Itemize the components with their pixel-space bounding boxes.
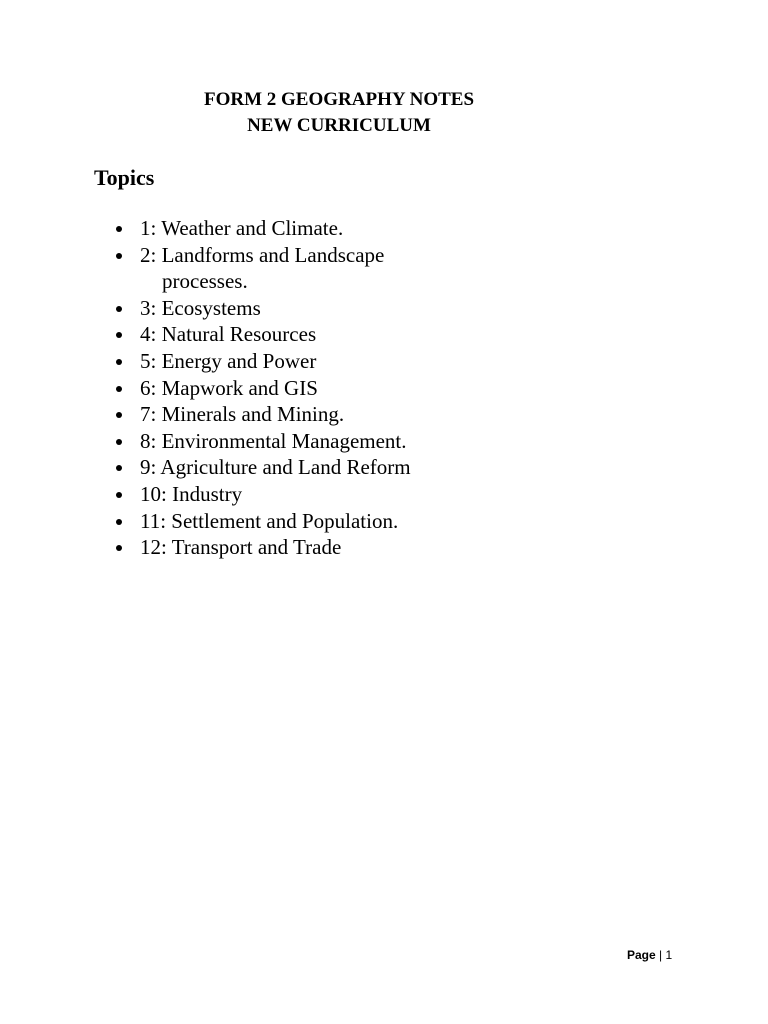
- list-item-text-continued: processes.: [162, 269, 248, 294]
- list-item: [116, 481, 516, 508]
- page-separator: |: [659, 948, 663, 962]
- bullet-icon: [116, 519, 122, 525]
- list-item-text: 1: Weather and Climate.: [140, 216, 344, 240]
- list-item-text: 10: Industry: [140, 481, 243, 506]
- bullet-icon: [116, 386, 122, 392]
- list-item-text: 4: Natural Resources: [140, 322, 317, 347]
- topics-heading: Topics: [94, 165, 155, 190]
- page-number: 1: [665, 948, 673, 962]
- document-title: FORM 2 GEOGRAPHY NOTES: [203, 89, 475, 110]
- list-item: [116, 375, 516, 402]
- list-item: [116, 401, 516, 428]
- bullet-icon: [116, 253, 122, 259]
- page-label: Page: [627, 948, 656, 962]
- bullet-icon: [116, 412, 122, 418]
- list-item-text: 2: Landforms and Landscape: [140, 242, 385, 267]
- bullet-icon: [116, 226, 122, 232]
- list-item-text: 6: Mapwork and GIS: [140, 375, 318, 400]
- list-item: [116, 534, 516, 561]
- list-item: [116, 348, 516, 375]
- bullet-icon: [116, 465, 122, 471]
- list-item: [116, 428, 516, 455]
- topic-list: [116, 215, 516, 561]
- document-subtitle: NEW CURRICULUM: [247, 115, 431, 136]
- list-item-text: 3: Ecosystems: [140, 295, 261, 320]
- bullet-icon: [116, 332, 122, 338]
- list-item-text: 11: Settlement and Population.: [140, 508, 399, 533]
- list-item: [116, 321, 516, 348]
- bullet-icon: [116, 545, 122, 551]
- list-item-text: 9: Agriculture and Land Reform: [140, 455, 411, 480]
- bullet-icon: [116, 306, 122, 312]
- list-item: [116, 295, 516, 322]
- bullet-icon: [116, 439, 122, 445]
- list-item: [116, 215, 516, 242]
- list-item-text: 5: Energy and Power: [140, 348, 317, 373]
- list-item: [116, 454, 516, 481]
- bullet-icon: [116, 492, 122, 498]
- list-item-text: 7: Minerals and Mining.: [140, 402, 345, 427]
- list-item-text: 8: Environmental Management.: [140, 428, 407, 453]
- bullet-icon: [116, 359, 122, 365]
- list-item: [116, 242, 516, 295]
- page-footer: [627, 946, 672, 964]
- list-item: [116, 508, 516, 535]
- list-item-text: 12: Transport and Trade: [140, 535, 342, 560]
